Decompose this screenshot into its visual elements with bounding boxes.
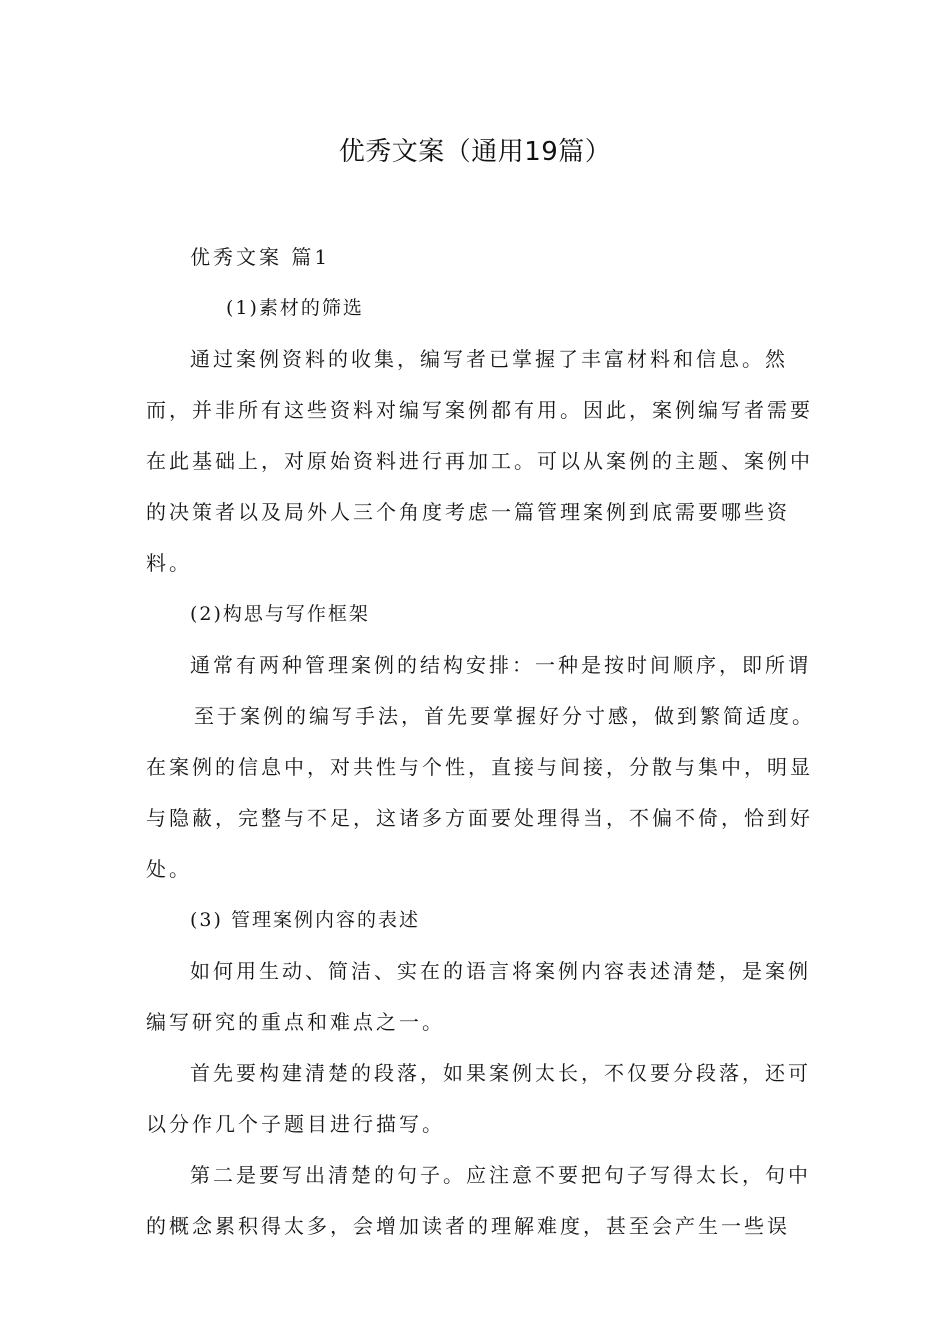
paragraph-line: 料。 [146,551,192,575]
paragraph-line: 编写研究的重点和难点之一。 [146,1010,445,1034]
paragraph-line: 在案例的信息中，对共性与个性，直接与间接，分散与集中，明显 [146,755,813,779]
paragraph-line: 与隐蔽，完整与不足，这诸多方面要处理得当，不偏不倚，恰到好 [146,806,813,830]
document-title: 优秀文案（通用19篇） [338,137,612,167]
paragraph-line: 至于案例的编写手法，首先要掌握好分寸感，做到繁简适度。 [194,704,815,728]
paragraph-line: 在此基础上，对原始资料进行再加工。可以从案例的主题、案例中 [146,449,813,473]
document-body [146,232,815,1252]
paragraph-line: 首先要构建清楚的段落，如果案例太长，不仅要分段落，还可 [190,1061,811,1085]
section-heading: 优秀文案 篇1 [190,245,331,269]
paragraph-line: 而，并非所有这些资料对编写案例都有用。因此，案例编写者需要 [146,398,813,422]
heading-3: (3) 管理案例内容的表述 [190,909,420,931]
paragraph-line: 第二是要写出清楚的句子。应注意不要把句子写得太长，句中 [190,1163,811,1187]
paragraph-line: 的决策者以及局外人三个角度考虑一篇管理案例到底需要哪些资 [146,500,790,524]
paragraph-line: 的概念累积得太多，会增加读者的理解难度，甚至会产生一些误 [146,1214,790,1238]
paragraph-line: 以分作几个子题目进行描写。 [146,1112,445,1136]
heading-2: (2)构思与写作框架 [190,603,370,625]
paragraph-line: 通过案例资料的收集，编写者已掌握了丰富材料和信息。然 [190,347,788,371]
paragraph-line: 如何用生动、简洁、实在的语言将案例内容表述清楚，是案例 [190,959,811,983]
paragraph-line: 通常有两种管理案例的结构安排：一种是按时间顺序，即所谓 [190,653,811,677]
heading-1: (1)素材的筛选 [226,297,364,319]
paragraph-line: 处。 [146,857,192,881]
